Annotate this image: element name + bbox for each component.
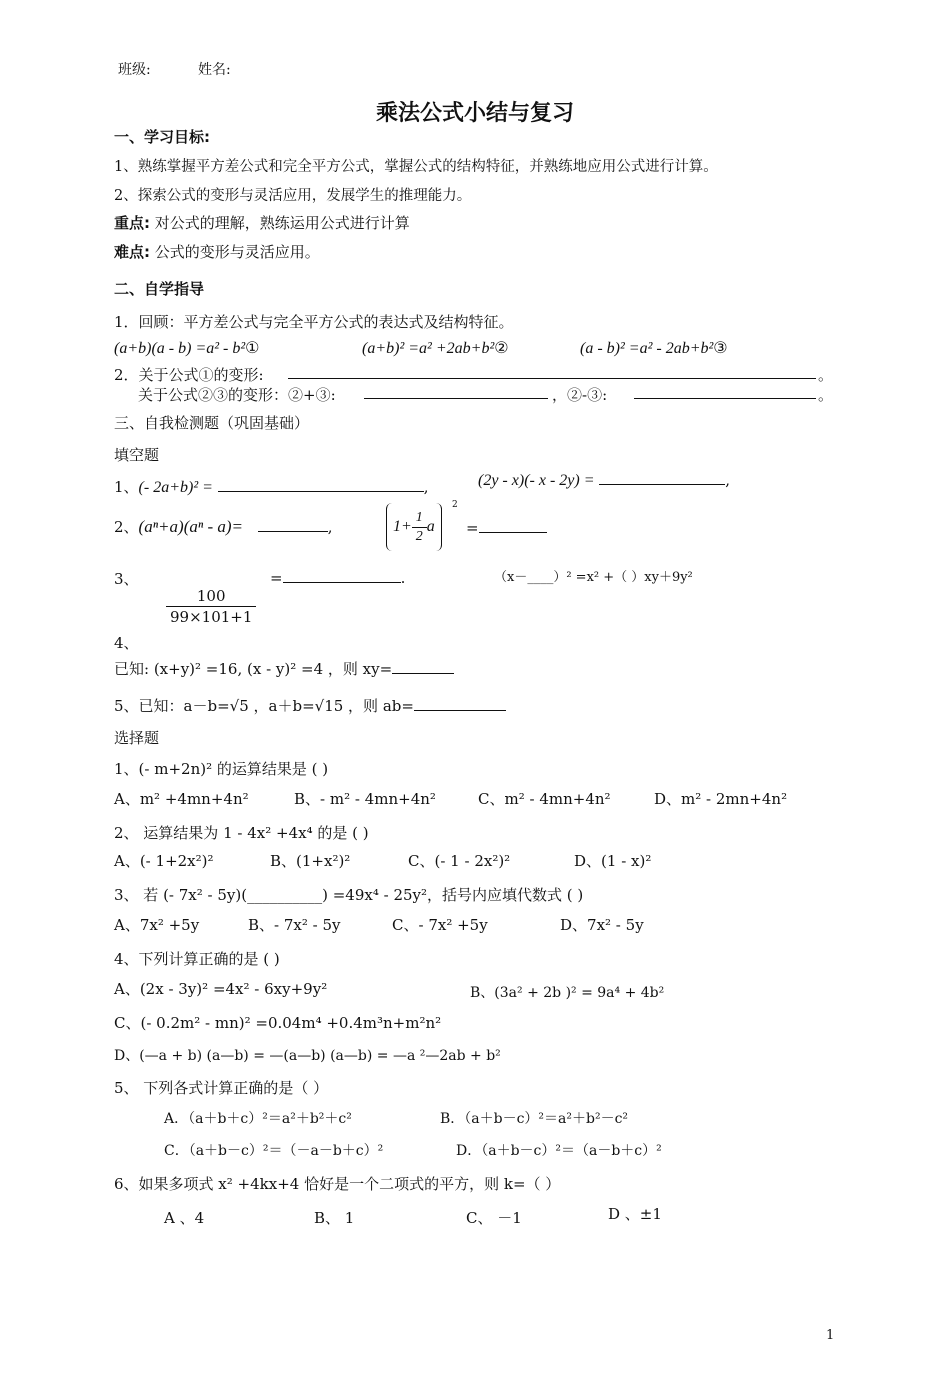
choice-q3-opt-b[interactable]: B、- 7x² - 5y	[248, 916, 341, 934]
choice-q3-opt-a[interactable]: A、7x² +5y	[114, 916, 200, 934]
end-mark-2: 。	[818, 386, 834, 404]
choice-q2-opt-c[interactable]: C、(- 1 - 2x²)²	[408, 852, 511, 870]
name-label: 姓名:	[198, 62, 231, 78]
goal-2: 2、探索公式的变形与灵活应用，发展学生的推理能力。	[114, 188, 472, 204]
class-label: 班级:	[118, 62, 151, 78]
choice-q5-opt-b[interactable]: B．（a＋b－c）²＝a²＋b²－c²	[440, 1111, 629, 1127]
fill-q1-blank[interactable]	[218, 477, 424, 492]
formula-2: (a+b)² =a² +2ab+b²②	[362, 340, 509, 357]
fill-q2: 2、(aⁿ+a)(aⁿ - a)= ,	[114, 517, 333, 536]
choice-q6-opt-b[interactable]: B、 1	[314, 1209, 355, 1227]
choice-q5-opt-c[interactable]: C．（a＋b－c）²＝（－a－b＋c）²	[164, 1143, 384, 1159]
choice-q1-opt-d[interactable]: D、m² - 2mn+4n²	[654, 790, 788, 808]
choice-q2-opt-d[interactable]: D、(1 - x)²	[574, 852, 652, 870]
choice-q3-opt-d[interactable]: D、7x² - 5y	[560, 916, 644, 934]
fill-q1b: (2y - x)(- x - 2y) = ,	[478, 471, 731, 489]
page-number: 1	[826, 1328, 835, 1343]
fill-q4-num: 4、	[114, 634, 139, 652]
diff-blank[interactable]	[634, 384, 816, 403]
fill-heading: 填空题	[114, 446, 160, 464]
choice-q5: 5、 下列各式计算正确的是（ ）	[114, 1079, 329, 1097]
choice-q2: 2、 运算结果为 1 - 4x² +4x⁴ 的是 ( )	[114, 824, 369, 842]
formula-1: (a+b)(a - b) =a² - b²①	[114, 340, 260, 357]
variation-diff: ，②-③:	[552, 386, 608, 404]
end-mark: 。	[818, 366, 834, 384]
section3-heading: 三、自我检测题（巩固基础）	[114, 414, 310, 432]
choice-q6: 6、如果多项式 x² +4kx+4 恰好是一个二项式的平方，则 k=（ ）	[114, 1175, 561, 1193]
choice-q1: 1、(- m+2n)² 的运算结果是 ( )	[114, 760, 329, 778]
fill-q2b-eq: =	[466, 518, 547, 537]
choice-q1-opt-c[interactable]: C、m² - 4mn+4n²	[478, 790, 611, 808]
review-item: 1．回顾：平方差公式与完全平方公式的表达式及结构特征。	[114, 313, 514, 331]
key-text: 对公式的理解，熟练运用公式进行计算	[154, 214, 410, 232]
variation-1-blank[interactable]	[288, 364, 816, 383]
fill-q3b: （x－____）² =x² +（ ）xy＋9y²	[494, 570, 693, 585]
sum-blank[interactable]	[364, 384, 548, 403]
fill-q1: 1、(- 2a+b)² = ,	[114, 478, 429, 496]
choice-q6-opt-c[interactable]: C、 －1	[466, 1209, 522, 1227]
choice-q4-opt-b[interactable]: B、(3a² + 2b )² = 9a⁴ + 4b²	[470, 985, 665, 1001]
fill-q4: 已知: (x+y)² =16, (x - y)² =4 ，则 xy=	[114, 658, 454, 679]
fill-q5: 5、已知：a－b=√5 ，a＋b=√15 ，则 ab=	[114, 695, 506, 716]
choice-q5-opt-a[interactable]: A．（a＋b＋c）²＝a²＋b²＋c²	[164, 1111, 352, 1127]
choice-q4-opt-a[interactable]: A、(2x - 3y)² =4x² - 6xy+9y²	[114, 980, 328, 998]
difficult-label: 难点:	[114, 243, 150, 261]
difficult-text: 公式的变形与灵活应用。	[154, 243, 320, 261]
page-title: 乘法公式小结与复习	[375, 101, 574, 126]
choice-q6-opt-a[interactable]: A 、4	[164, 1209, 205, 1227]
choice-q5-opt-d[interactable]: D．（a＋b－c）²＝（a－b＋c）²	[456, 1143, 662, 1159]
choice-q4-opt-c[interactable]: C、(- 0.2m² - mn)² =0.04m⁴ +0.4m³n+m²n²	[114, 1014, 442, 1032]
choice-q3: 3、 若 (- 7x² - 5y)(__________) =49x⁴ - 25y²，括号内应填代数式 ( )	[114, 886, 584, 904]
fill-q1b-blank[interactable]	[599, 470, 725, 485]
fill-q2b-sup: 2	[452, 500, 458, 510]
fill-q3-num: 3、	[114, 570, 139, 588]
difficult-point	[114, 241, 320, 262]
formula-3: (a - b)² =a² - 2ab+b²③	[580, 340, 728, 357]
choice-q1-opt-b[interactable]: B、- m² - 4mn+4n²	[294, 790, 436, 808]
fill-q5-blank[interactable]	[414, 696, 506, 711]
fill-q3-eq: = .	[270, 569, 406, 587]
choice-q3-opt-c[interactable]: C、- 7x² +5y	[392, 916, 488, 934]
fill-q2-blank[interactable]	[258, 517, 328, 532]
choice-q4: 4、下列计算正确的是 ( )	[114, 950, 280, 968]
choice-q1-opt-a[interactable]: A、m² +4mn+4n²	[114, 790, 249, 808]
fill-q4-blank[interactable]	[392, 659, 454, 674]
choice-q4-opt-d[interactable]: D、(—a + b) (a—b) = —(a—b) (a—b) = —a ²—2ab + b²	[114, 1048, 501, 1064]
fill-q2b-blank[interactable]	[479, 518, 547, 533]
fill-q3-frac: $\frac{100}{99\times 101+1}$	[166, 586, 256, 627]
section1-heading: 一、学习目标:	[114, 128, 210, 146]
fill-q2b-expr: 1+ $\frac{1}{2}$ a	[386, 503, 442, 551]
key-label: 重点:	[114, 214, 150, 232]
goal-1: 1、熟练掌握平方差公式和完全平方公式，掌握公式的结构特征，并熟练地应用公式进行计算。	[114, 159, 718, 175]
choice-q2-opt-a[interactable]: A、(- 1+2x²)²	[114, 852, 214, 870]
key-point	[114, 212, 410, 233]
section2-heading: 二、自学指导	[114, 280, 205, 298]
fill-q3-blank[interactable]	[283, 568, 401, 583]
choice-q6-opt-d[interactable]: D 、±1	[608, 1205, 662, 1223]
choice-heading: 选择题	[114, 729, 160, 747]
variation-23: 关于公式②③的变形：②+③:	[138, 386, 336, 404]
choice-q2-opt-b[interactable]: B、(1+x²)²	[270, 852, 351, 870]
variation-1: 2．关于公式①的变形:	[114, 366, 264, 384]
